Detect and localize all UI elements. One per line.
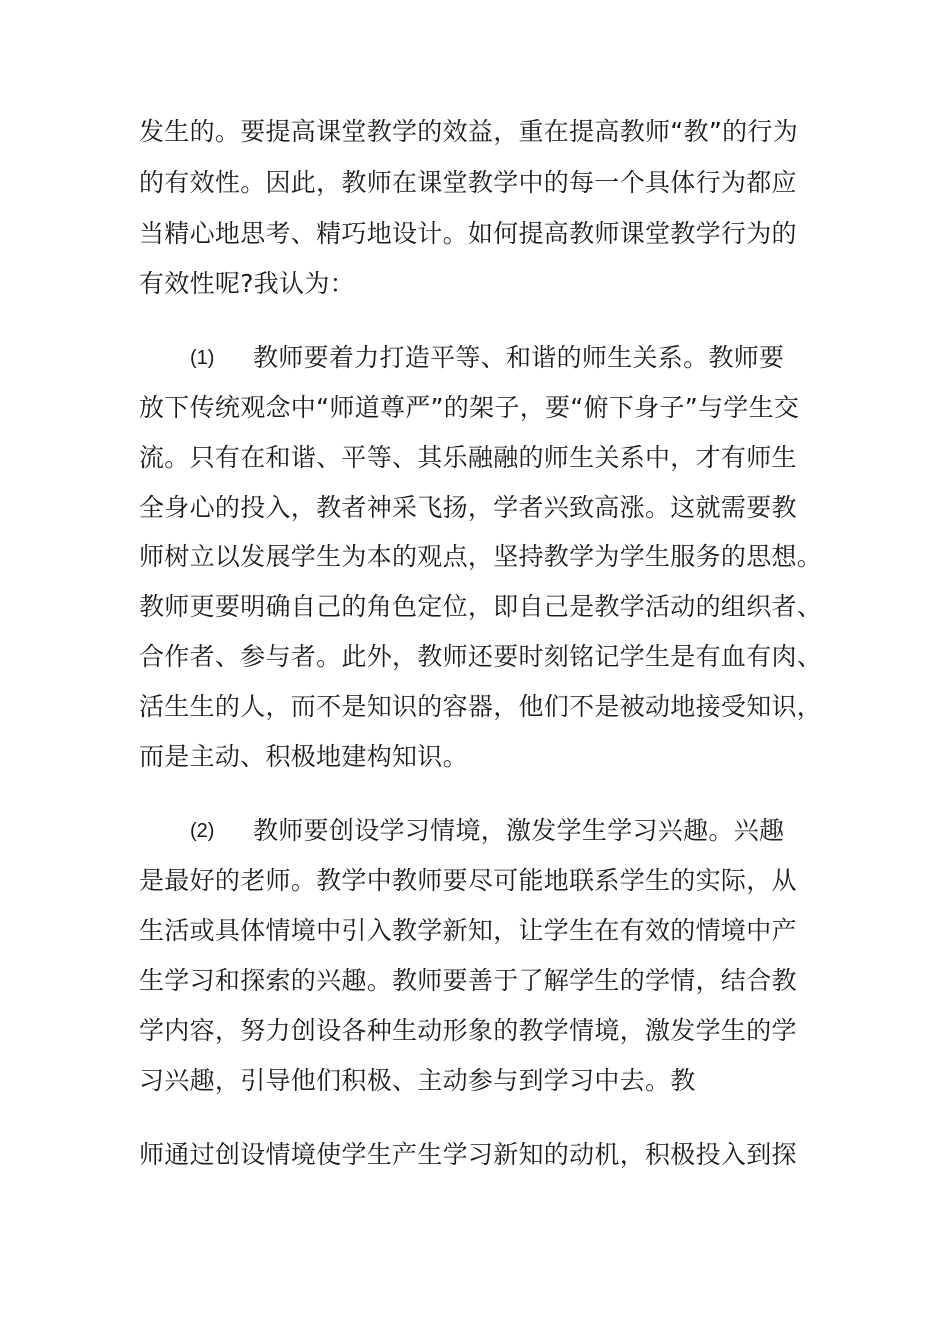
item2-number: (2) <box>190 820 215 842</box>
item1-line-2: 流。只有在和谐、平等、其乐融融的师生关系中，才有师生 <box>139 443 797 472</box>
item1-line-3: 全身心的投入，教者神采飞扬，学者兴致高涨。这就需要教 <box>139 493 797 522</box>
item2-line-5: 习兴趣，引导他们积极、主动参与到学习中去。教 <box>139 1066 696 1095</box>
item2-line-3: 生学习和探索的兴趣。教师要善于了解学生的学情，结合教 <box>139 966 797 995</box>
item1-line-1: 放下传统观念中“师道尊严”的架子，要“俯下身子”与学生交 <box>139 393 800 422</box>
tail-line-1: 师通过创设情境使学生产生学习新知的动机，积极投入到探 <box>139 1140 797 1169</box>
item2-line-1: 是最好的老师。教学中教师要尽可能地联系学生的实际，从 <box>139 866 797 895</box>
item1-number: (1) <box>190 347 215 369</box>
item2-line-4: 学内容，努力创设各种生动形象的教学情境，激发学生的学 <box>139 1016 797 1045</box>
item1-line-5: 教师更要明确自己的角色定位，即自己是教学活动的组织者、 <box>139 592 823 621</box>
intro-line-3: 当精心地思考、精巧地设计。如何提高教师课堂教学行为的 <box>139 219 797 248</box>
intro-line-4: 有效性呢?我认为： <box>139 269 355 298</box>
item1-heading: 教师要着力打造平等、和谐的师生关系。教师要 <box>253 343 785 372</box>
item1-line-7: 活生生的人，而不是知识的容器，他们不是被动地接受知识， <box>139 692 823 721</box>
intro-line-1: 发生的。要提高课堂教学的效益，重在提高教师“教”的行为 <box>139 117 799 146</box>
item1-line-6: 合作者、参与者。此外，教师还要时刻铭记学生是有血有肉、 <box>139 642 823 671</box>
item1-line-4: 师树立以发展学生为本的观点，坚持教学为学生服务的思想。 <box>139 542 823 571</box>
item1-line-8: 而是主动、积极地建构知识。 <box>139 742 468 771</box>
item2-line-2: 生活或具体情境中引入教学新知，让学生在有效的情境中产 <box>139 916 797 945</box>
item2-heading: 教师要创设学习情境，激发学生学习兴趣。兴趣 <box>253 816 785 845</box>
intro-line-2: 的有效性。因此，教师在课堂教学中的每一个具体行为都应 <box>139 168 797 197</box>
